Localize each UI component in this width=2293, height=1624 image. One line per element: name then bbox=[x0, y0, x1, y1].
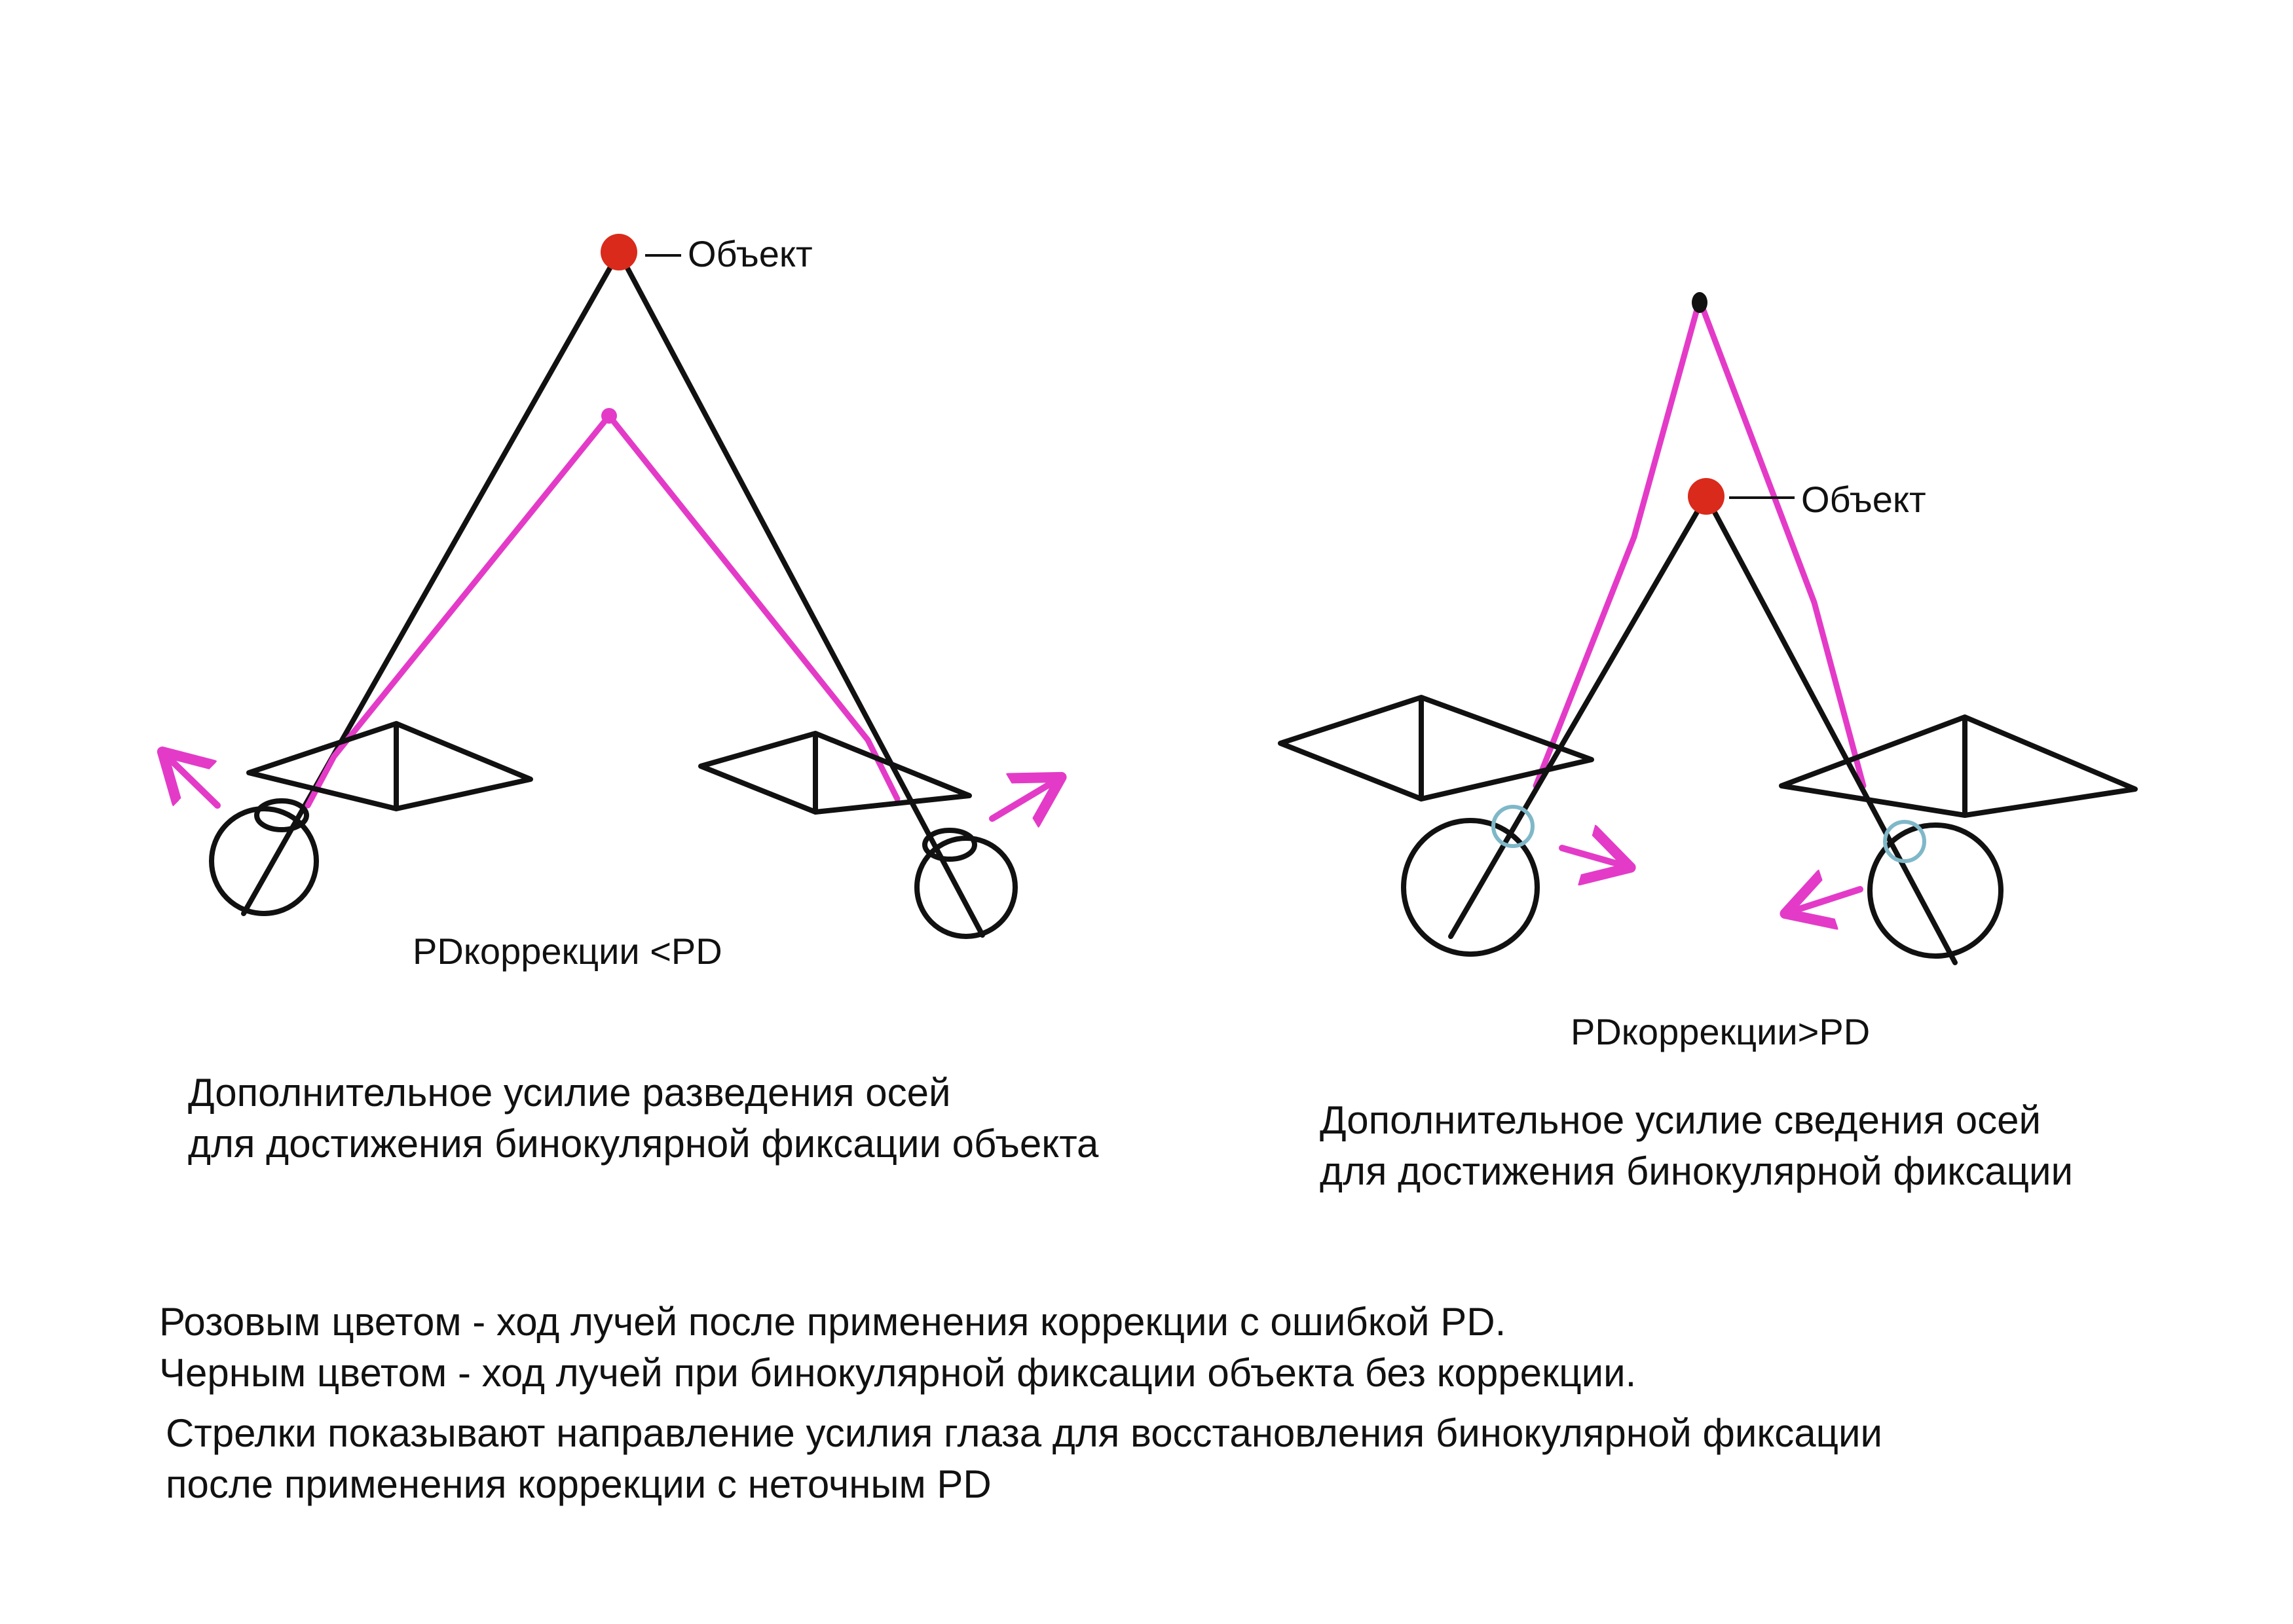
left-black-rays bbox=[244, 252, 982, 935]
right-prism-left bbox=[1280, 697, 1592, 799]
right-arrow-inward-right bbox=[1791, 889, 1860, 912]
legend-arrows-note-line2: после применения коррекции с неточным PD bbox=[166, 1462, 992, 1506]
left-condition-label: PDкоррекции <PD bbox=[413, 931, 722, 972]
right-effort-arrows bbox=[1562, 848, 1860, 912]
right-object-label: Объект bbox=[1801, 479, 1926, 520]
left-arrow-outward-right bbox=[992, 781, 1056, 819]
left-black-ray-left-eye bbox=[244, 252, 619, 913]
right-arrow-inward-left bbox=[1562, 848, 1624, 866]
right-description-line2: для достижения бинокулярной фиксации bbox=[1320, 1149, 2073, 1193]
right-pink-ray-left bbox=[1536, 300, 1700, 786]
left-eye-right bbox=[917, 830, 1015, 936]
right-pink-focus-dot bbox=[1692, 292, 1707, 313]
left-pink-focus-dot bbox=[601, 408, 617, 424]
right-description-line1: Дополнительное усилие сведения осей bbox=[1320, 1098, 2041, 1142]
right-pink-ray-right bbox=[1700, 300, 1863, 786]
right-eye-right bbox=[1870, 822, 2001, 956]
right-condition-label: PDкоррекции>PD bbox=[1571, 1011, 1871, 1052]
legend-arrows-note bbox=[166, 1408, 1882, 1510]
left-prism-right bbox=[701, 733, 969, 812]
right-black-rays bbox=[1451, 496, 1955, 963]
right-black-ray-left-eye bbox=[1451, 496, 1706, 936]
left-panel bbox=[167, 234, 1056, 936]
legend-pink-note: Розовым цветом - ход лучей после применения коррекции с ошибкой PD. bbox=[159, 1300, 1506, 1344]
legend-color-notes bbox=[159, 1297, 1636, 1399]
legend-black-note: Черным цветом - ход лучей при бинокулярной фиксации объекта без коррекции. bbox=[159, 1351, 1637, 1395]
right-pink-rays bbox=[1536, 300, 1863, 786]
left-description-line1: Дополнительное усилие разведения осей bbox=[188, 1071, 951, 1115]
left-description bbox=[188, 1067, 1098, 1170]
left-black-ray-right-eye bbox=[619, 252, 982, 935]
left-object-label: Объект bbox=[688, 233, 813, 274]
legend-arrows-note-line1: Стрелки показывают направление усилия глаза для восстановления бинокулярной фиксации bbox=[166, 1411, 1883, 1455]
right-black-ray-right-eye bbox=[1706, 496, 1955, 963]
left-pink-ray-right bbox=[609, 416, 897, 799]
right-description bbox=[1320, 1095, 2073, 1197]
left-arrow-outward-left bbox=[167, 756, 217, 805]
left-object-dot bbox=[601, 234, 637, 270]
right-object-dot bbox=[1688, 478, 1724, 515]
left-object bbox=[601, 234, 681, 424]
right-eye-left bbox=[1404, 807, 1537, 954]
right-panel bbox=[1280, 292, 2135, 963]
left-prism-left bbox=[249, 724, 531, 809]
left-description-line2: для достижения бинокулярной фиксации объекта bbox=[188, 1122, 1099, 1166]
